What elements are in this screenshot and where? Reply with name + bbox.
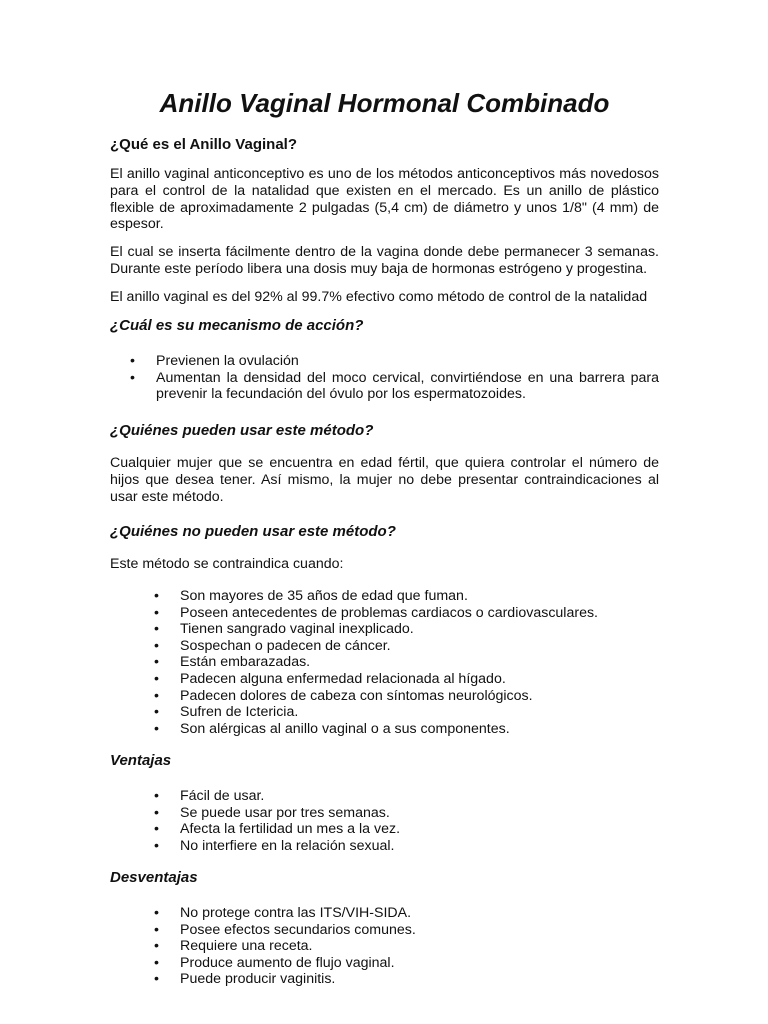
- heading-mechanism: ¿Cuál es su mecanismo de acción?: [110, 317, 364, 334]
- list-contraindications: [134, 588, 634, 737]
- list-item: • Fácil de usar.: [154, 788, 265, 804]
- list-item: • Puede producir vaginitis.: [154, 971, 336, 988]
- list-mechanism: [110, 353, 659, 403]
- heading-who-cannot: ¿Quiénes no pueden usar este método?: [110, 523, 396, 540]
- bullet-icon: •: [154, 921, 159, 938]
- list-item: • Son mayores de 35 años de edad que fuman.: [154, 588, 468, 604]
- paragraph-who-can: Cualquier mujer que se encuentra en edad fértil, que quiera controlar el número de hijos que desea tener. Así mismo, la mujer no debe presentar contraindicaciones al usar este método.: [110, 455, 659, 505]
- paragraph-effectiveness: El anillo vaginal es del 92% al 99.7% efectivo como método de control de la natalidad: [110, 289, 648, 305]
- bullet-icon: •: [154, 687, 159, 704]
- bullet-icon: •: [154, 837, 159, 854]
- list-item: • Produce aumento de flujo vaginal.: [154, 954, 395, 971]
- list-item: • Afecta la fertilidad un mes a la vez.: [154, 821, 401, 838]
- list-item: • Están embarazadas.: [154, 654, 311, 671]
- bullet-icon: •: [154, 971, 159, 988]
- bullet-icon: •: [154, 804, 159, 821]
- list-item: • Previenen la ovulación: [130, 353, 299, 369]
- bullet-icon: •: [154, 588, 159, 604]
- list-item: • Sufren de Ictericia.: [154, 704, 299, 721]
- paragraph-insertion: El cual se inserta fácilmente dentro de la vagina donde debe permanecer 3 semanas. Durante este período libera una dosis muy baja de hormonas estrógeno y progestina.: [110, 244, 659, 277]
- list-item: • Requiere una receta.: [154, 938, 313, 955]
- list-item: • Poseen antecedentes de problemas cardiacos o cardiovasculares.: [154, 604, 598, 621]
- list-disadvantages: [134, 905, 634, 988]
- list-item: • Tienen sangrado vaginal inexplicado.: [154, 621, 414, 638]
- heading-advantages: Ventajas: [110, 752, 172, 769]
- bullet-icon: •: [154, 954, 159, 971]
- bullet-icon: •: [154, 670, 159, 687]
- list-item: • Posee efectos secundarios comunes.: [154, 921, 416, 938]
- bullet-icon: •: [154, 621, 159, 638]
- bullet-icon: •: [154, 720, 159, 737]
- bullet-icon: •: [154, 654, 159, 671]
- bullet-icon: •: [154, 938, 159, 955]
- list-item: • Padecen dolores de cabeza con síntomas neurológicos.: [154, 687, 533, 704]
- list-item: • Sospechan o padecen de cáncer.: [154, 637, 391, 654]
- bullet-icon: •: [154, 637, 159, 654]
- heading-disadvantages: Desventajas: [110, 869, 198, 886]
- list-item: • Se puede usar por tres semanas.: [154, 804, 390, 821]
- paragraph-contraindications-intro: Este método se contraindica cuando:: [110, 556, 344, 572]
- paragraph-description: El anillo vaginal anticonceptivo es uno de los métodos anticonceptivos más novedosos para el control de la natalidad que existen en el mercado. Es un anillo de plástico flexible de aproximadamente 2 pulgadas (5,4 cm) de diámetro y unos 1/8" (4 mm) de espesor.: [110, 166, 659, 233]
- list-item: • Padecen alguna enfermedad relacionada al hígado.: [154, 670, 506, 687]
- bullet-icon: •: [154, 704, 159, 721]
- heading-who-can: ¿Quiénes pueden usar este método?: [110, 422, 374, 439]
- bullet-icon: •: [154, 604, 159, 621]
- list-item: • Son alérgicas al anillo vaginal o a sus componentes.: [154, 720, 510, 737]
- heading-what-is: ¿Qué es el Anillo Vaginal?: [110, 136, 297, 153]
- document-title: Anillo Vaginal Hormonal Combinado: [159, 88, 610, 118]
- bullet-icon: •: [154, 821, 159, 838]
- list-item: • No interfiere en la relación sexual.: [154, 837, 395, 854]
- bullet-icon: •: [130, 353, 135, 369]
- bullet-icon: •: [154, 788, 159, 804]
- list-item: • Aumentan la densidad del moco cervical, convirtiéndose en una barrera para prevenir la fecundación del óvulo por los espermatozoides.: [130, 369, 659, 403]
- bullet-icon: •: [130, 369, 135, 386]
- bullet-icon: •: [154, 905, 159, 921]
- list-advantages: [134, 788, 634, 854]
- list-item: • No protege contra las ITS/VIH-SIDA.: [154, 905, 412, 921]
